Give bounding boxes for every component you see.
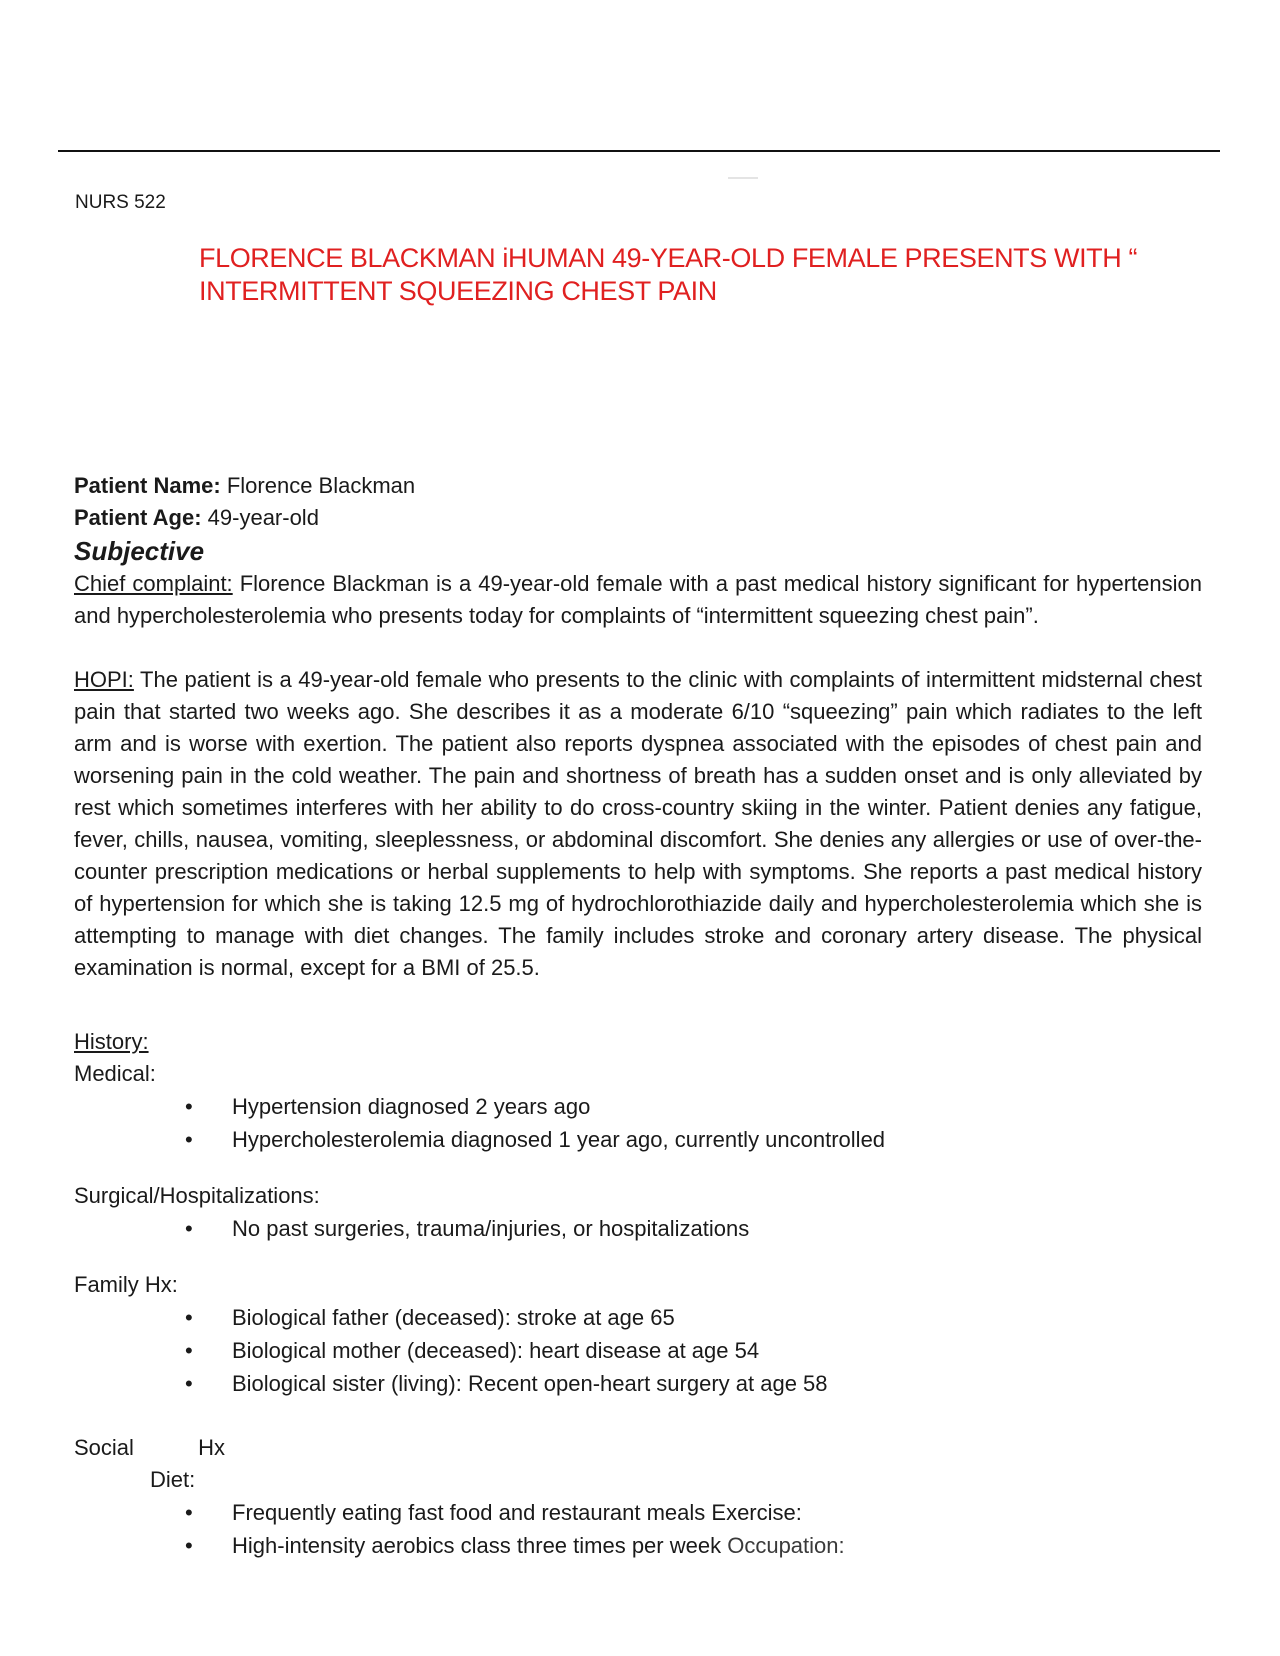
social-hx-row [74,1432,1202,1464]
social-list [74,1496,1202,1562]
chief-complaint [74,568,1202,632]
course-code: NURS 522 [75,192,166,213]
bullet-icon: • [185,1127,193,1152]
patient-name-value: Florence Blackman [226,473,416,498]
bullet-icon: • [185,1216,193,1241]
title-line-1: FLORENCE BLACKMAN iHUMAN 49-YEAR-OLD FEMALE PRESENTS WITH “ [199,243,1138,273]
faint-mark [728,177,758,179]
list-item: • High-intensity aerobics class three times per week Occupation: [74,1529,1202,1562]
header-rule [58,150,1220,152]
document-body [74,470,1202,1562]
bullet-icon: • [185,1371,193,1396]
bullet-icon: • [185,1533,193,1558]
occupation-label: Occupation: [727,1533,845,1558]
list-item: • Hypertension diagnosed 2 years ago [74,1090,1202,1123]
medical-label: Medical: [74,1061,156,1086]
bullet-icon: • [185,1094,193,1119]
list-item: • Biological father (deceased): stroke at age 65 [74,1301,1202,1334]
hopi-text: The patient is a 49-year-old female who presents to the clinic with complaints of intermittent midsternal chest pain that started two weeks ago. She describes it as a moderate 6/10 “squeezing” pain which radiates to the left arm and is worse with exertion. The patient also reports dyspnea associated with the episodes of chest pain and worsening pain in the cold weather. The pain and shortness of breath has a sudden onset and is only alleviated by rest which sometimes interferes with her ability to do cross-country skiing in the winter. Patient denies any fatigue, fever, chills, nausea, vomiting, sleeplessness, or abdominal discomfort. She denies any allergies or use of over-the-counter prescription medications or herbal supplements to help with symptoms. She reports a past medical history of hypertension for which she is taking 12.5 mg of hydrochlorothiazide daily and hypercholesterolemia which she is attempting to manage with diet changes. The family includes stroke and coronary artery disease. The physical examination is normal, except for a BMI of 25.5. [74,667,1202,980]
list-item: • No past surgeries, trauma/injuries, or hospitalizations [74,1212,1202,1245]
patient-age-row [74,502,1202,534]
surgical-list [74,1212,1202,1245]
chief-complaint-label: Chief complaint: [74,571,233,596]
surgical-label: Surgical/Hospitalizations: [74,1183,320,1208]
list-item: • Biological sister (living): Recent open-heart surgery at age 58 [74,1367,1202,1400]
patient-name-row [74,470,1202,502]
document-title [199,242,1199,308]
social-hx-label: Hx [198,1435,226,1460]
hopi-paragraph [74,664,1202,984]
diet-label: Diet: [150,1467,196,1492]
social-label: Social [74,1435,134,1460]
history-label: History: [74,1029,149,1054]
list-item: • Biological mother (deceased): heart disease at age 54 [74,1334,1202,1367]
family-label: Family Hx: [74,1272,178,1297]
list-item: • Hypercholesterolemia diagnosed 1 year ago, currently uncontrolled [74,1123,1202,1156]
bullet-icon: • [185,1305,193,1330]
patient-name-label: Patient Name: [74,473,221,498]
bullet-icon: • [185,1500,193,1525]
patient-age-label: Patient Age: [74,505,202,530]
hopi-label: HOPI: [74,667,134,692]
medical-list [74,1090,1202,1156]
patient-age-value: 49-year-old [207,505,319,530]
list-item: • Frequently eating fast food and restaurant meals Exercise: [74,1496,1202,1529]
subjective-heading: Subjective [74,536,205,566]
family-list [74,1301,1202,1400]
title-line-2: INTERMITTENT SQUEEZING CHEST PAIN [199,276,717,306]
bullet-icon: • [185,1338,193,1363]
chief-complaint-text: Florence Blackman is a 49-year-old female with a past medical history significant for hypertension and hypercholesterolemia who presents today for complaints of “intermittent squeezing chest pain”. [74,571,1202,628]
